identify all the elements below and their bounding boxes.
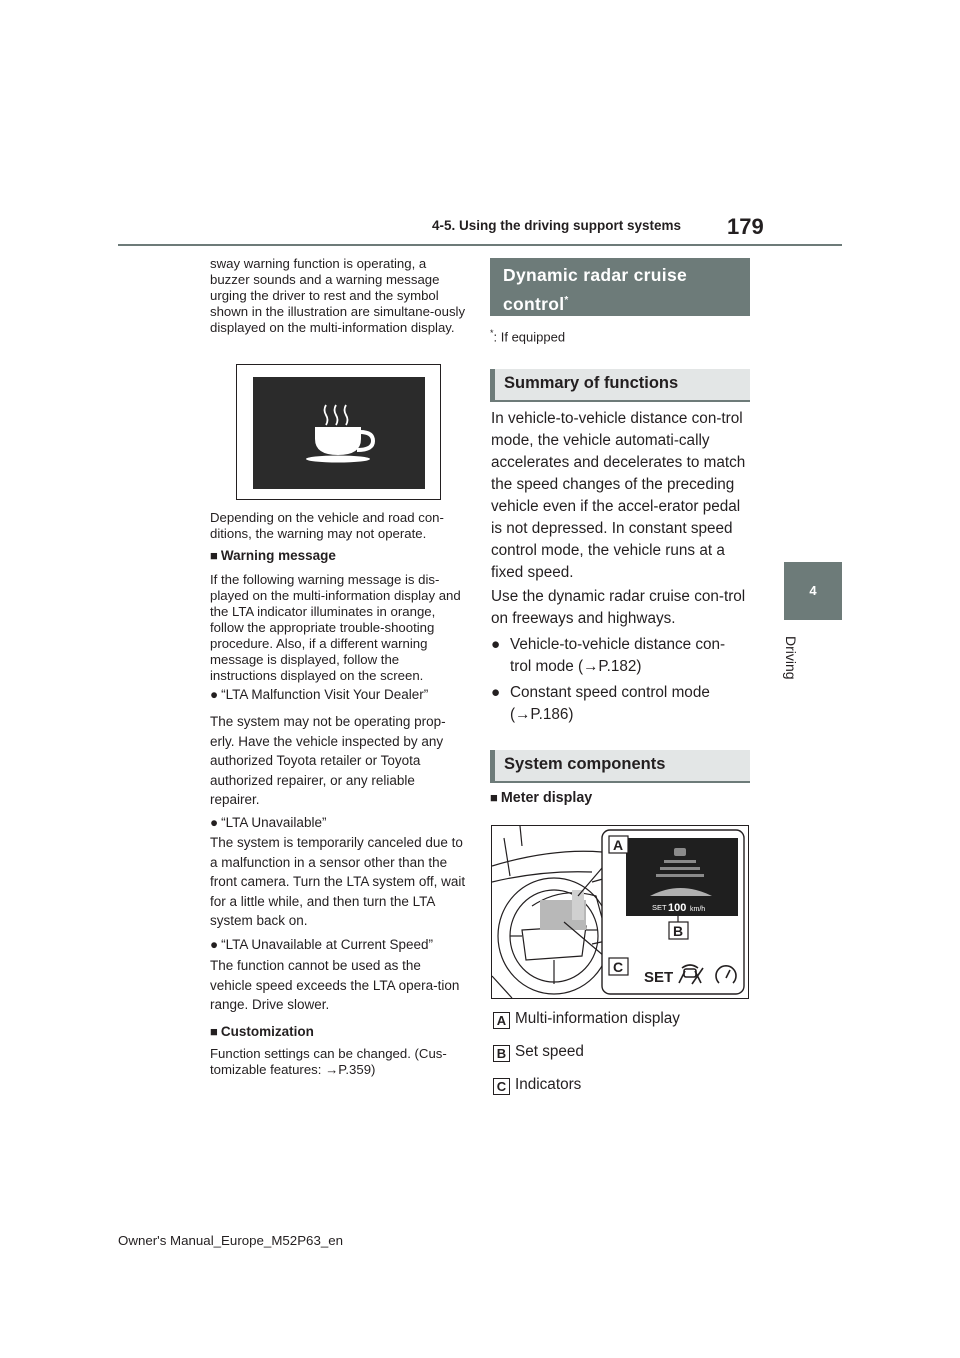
speed-unit: km/h xyxy=(690,906,706,913)
components-heading: System components xyxy=(490,750,750,783)
mode-bullet-line1: Vehicle-to-vehicle distance con- xyxy=(510,636,726,653)
bullet-item xyxy=(210,815,466,831)
bullet-dot-icon: ● xyxy=(210,687,219,702)
customization-paragraph: Function settings can be changed. (Cus-tomizable features: →P.359) xyxy=(210,1046,447,1077)
bullet-dot-icon: ● xyxy=(210,937,219,952)
sway-paragraph: sway warning function is operating, a buzzer sounds and a warning message urging the driver to rest and the symbol shown in the illustration are simultane-ously displayed on the multi-information display. xyxy=(210,256,466,335)
legend-key: B xyxy=(493,1045,510,1062)
bullet-item xyxy=(210,687,466,703)
meter-illustration xyxy=(492,826,748,998)
coffee-figure-screen xyxy=(253,377,425,489)
mode-bullet-line2: trol mode (→P.182) xyxy=(510,658,642,675)
warning-heading-text: Warning message xyxy=(220,548,336,563)
meter-heading xyxy=(490,790,592,806)
depend-paragraph: Depending on the vehicle and road con-ditions, the warning may not operate. xyxy=(210,510,444,541)
mode-bullet xyxy=(491,634,753,678)
bullet-text: “LTA Unavailable” xyxy=(221,815,327,830)
legend-label: Multi-information display xyxy=(515,1010,680,1027)
legend-key: A xyxy=(493,1012,510,1029)
meter-display-figure xyxy=(491,825,749,999)
set-speed-value: 100 xyxy=(668,902,687,914)
bullet-description: The function cannot be used as the vehicle speed exceeds the LTA opera-tion range. Drive slower. xyxy=(210,958,460,1012)
square-bullet-icon: ■ xyxy=(210,1024,218,1039)
meter-heading-text: Meter display xyxy=(500,790,593,806)
footer-text: Owner's Manual_Europe_M52P63_en xyxy=(118,1233,344,1248)
chapter-tab: 4 xyxy=(784,562,842,620)
banner-asterisk: * xyxy=(564,295,569,306)
warning-paragraph: If the following warning message is dis-played on the multi-information display and the LTA indicator illuminates in orange, follow the appropriate trouble-shooting procedure. Also, if a different warning message is displayed, follow the instructions displayed on the screen. xyxy=(210,572,461,683)
callout-a: A xyxy=(613,837,624,853)
summary-heading: Summary of functions xyxy=(490,369,750,402)
summary-paragraph: In vehicle-to-vehicle distance con-trol mode, the vehicle automati-cally accelerates and decelerates to match the speed changes of the preceding vehicle even if the accel-erator pedal is not depressed. In constant speed control mode, the vehicle runs at a fixed speed. xyxy=(491,410,746,581)
set-indicator-label: SET xyxy=(644,969,674,986)
footnote-asterisk: * xyxy=(490,328,494,338)
mode-bullet-line2: (→P.186) xyxy=(510,706,574,723)
bullet-dot-icon: ● xyxy=(210,815,219,830)
chapter-label xyxy=(783,636,805,696)
bullet-dot-icon: ● xyxy=(491,636,501,653)
square-bullet-icon: ■ xyxy=(210,548,218,563)
legend-item xyxy=(493,1010,680,1029)
page-number: 179 xyxy=(727,214,764,239)
mode-bullet-line1: Constant speed control mode xyxy=(510,684,710,701)
square-bullet-icon: ■ xyxy=(490,790,498,805)
footnote-text: : If equipped xyxy=(493,329,566,345)
footnote xyxy=(490,328,565,344)
bullet-item xyxy=(210,937,466,953)
mode-bullet xyxy=(491,682,753,726)
legend-item xyxy=(493,1076,581,1095)
bullet-text: “LTA Malfunction Visit Your Dealer” xyxy=(221,687,429,702)
legend-label: Indicators xyxy=(515,1076,582,1093)
legend-key: C xyxy=(493,1078,510,1095)
bullet-dot-icon: ● xyxy=(491,684,501,701)
customization-heading-text: Customization xyxy=(220,1024,314,1039)
chapter-label-text: Driving xyxy=(783,636,799,680)
customization-heading xyxy=(210,1024,314,1040)
coffee-cup-icon xyxy=(253,377,425,489)
callout-c: C xyxy=(613,959,624,975)
banner-title: Dynamic radar cruise control xyxy=(503,265,688,314)
section-banner xyxy=(490,258,750,316)
callout-b: B xyxy=(673,923,684,939)
set-small-label: SET xyxy=(652,903,667,912)
header-rule xyxy=(118,244,842,246)
section-title: 4-5. Using the driving support systems xyxy=(432,218,682,233)
usage-paragraph: Use the dynamic radar cruise con-trol on freeways and highways. xyxy=(491,588,746,627)
legend-item xyxy=(493,1043,584,1062)
bullet-text: “LTA Unavailable at Current Speed” xyxy=(221,937,434,952)
bullet-description: The system is temporarily canceled due to a malfunction in a sensor other than the front camera. Turn the LTA system off, wait for a little while, and then turn the LTA system back on. xyxy=(210,835,466,928)
warning-heading xyxy=(210,548,336,564)
bullet-description: The system may not be operating prop-erly. Have the vehicle inspected by any authorized Toyota retailer or Toyota authorized repairer, or any reliable repairer. xyxy=(210,714,446,807)
legend-label: Set speed xyxy=(515,1043,584,1060)
